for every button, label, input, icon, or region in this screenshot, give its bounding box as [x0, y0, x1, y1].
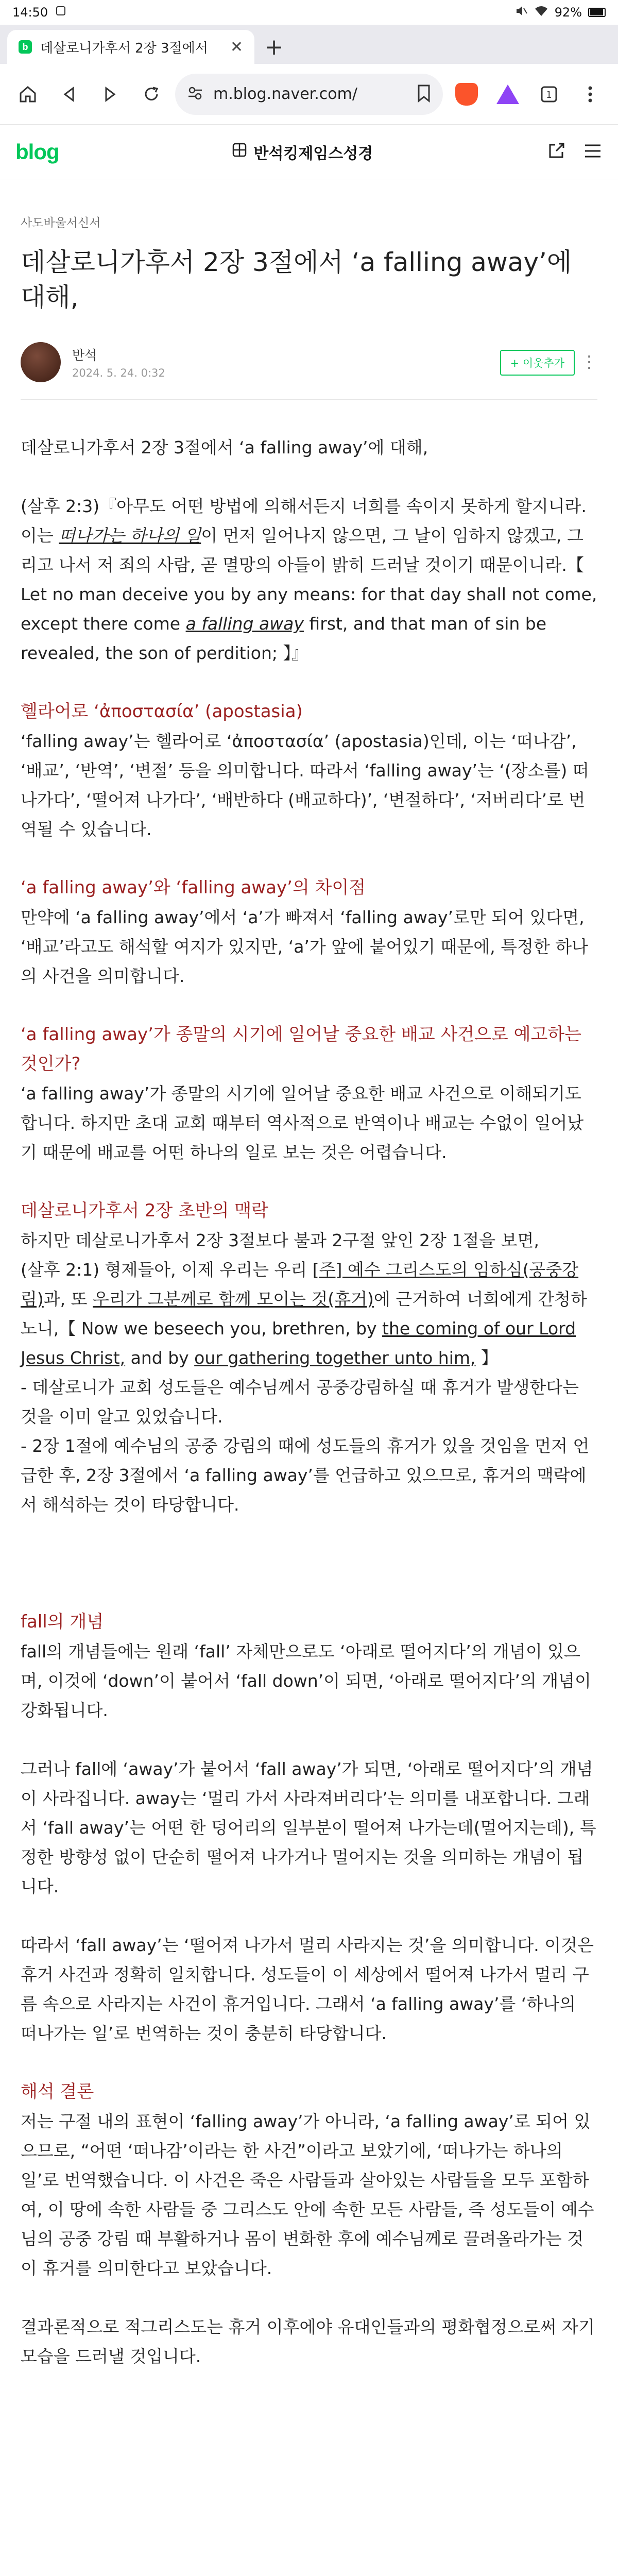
wifi-icon [534, 5, 548, 20]
blog-title[interactable] [232, 141, 373, 163]
blog-grid-icon [232, 142, 247, 162]
verse-underlined: 떠나가는 하나의 일 [59, 526, 201, 546]
back-icon [60, 85, 78, 104]
paragraph: 결과론적으로 적그리스도는 휴거 이후에야 유대인들과의 평화협정으로써 자기 모습을 드러낼 것입니다. [21, 2317, 595, 2366]
verse-text: (살후 2:3)『아무도 어떤 방법에 의해서든지 너희를 속이지 못하게 할지니라. 이는 [21, 496, 587, 546]
brave-lion-icon [455, 83, 478, 106]
battery-percent: 92% [554, 5, 582, 20]
paragraph: 그러나 fall에 ‘away’가 붙어서 ‘fall away’가 되면, ‘아래로 떨어지다’의 개념이 사라집니다. away는 ‘멀리 가서 사라져버리다’는 의미를 내포합니다. 그래서 ‘fall away’는 어떤 한 덩어리의 일부분이 떨어져 나가는데(멀어지는데), 특정한 방향성 없이 단순히 떨어져 나가거나 멀어지는 것을 의미하는 개념이 됩니다. [21, 1759, 596, 1896]
blog-header [0, 125, 618, 179]
paragraph: fall의 개념들에는 원래 ‘fall’ 자체만으로도 ‘아래로 떨어지다’의 개념이 있으며, 이것에 ‘down’이 붙어서 ‘fall down’이 되면, ‘아래로 떨어지다’의 개념이 강화됩니다. [21, 1641, 591, 1720]
bookmark-icon[interactable] [416, 84, 432, 105]
kebab-menu-icon [587, 84, 593, 105]
paragraph: ‘a falling away’가 종말의 시기에 일어날 중요한 배교 사건으로 이해되기도 합니다. 하지만 초대 교회 때부터 역사적으로 반역이나 배교는 수없이 일어났기 때문에 배교를 어떤 하나의 일로 보는 것은 어렵습니다. [21, 1083, 584, 1162]
verse-2-1 [21, 1255, 597, 1372]
url-bar[interactable] [175, 74, 443, 115]
add-neighbor-button[interactable]: + 이웃추가 [500, 350, 575, 376]
intro-paragraph: 데살로니가후서 2장 3절에서 ‘a falling away’에 대해, [21, 437, 428, 457]
reload-icon [142, 84, 161, 104]
blog-menu-icon[interactable] [583, 143, 603, 161]
verse-text: and by [125, 1348, 195, 1368]
verse-2-3 [21, 492, 597, 668]
paragraph: 따라서 ‘fall away’는 ‘떨어져 나가서 멀리 사라지는 것’을 의미합니다. 이것은 휴거 사건과 정확히 일치합니다. 성도들이 이 세상에서 떨어져 나가서 멀리 구름 속으로 사라지는 사건이 휴거입니다. 그래서 ‘a falling away’를 ‘하나의 떠나가는 일’로 번역하는 것이 충분히 타당합니다. [21, 1935, 594, 2043]
notification-icon [55, 5, 66, 20]
verse-text: 이 먼저 일어나지 않으면, 그 날이 임하지 않겠고, 그리고 나서 저 죄의 사람, 곧 멸망의 아들이 밝히 드러날 것이기 때문이니라.【 Let no man deceive you by any means: for that day shall not come, except there come [21, 526, 597, 634]
spacer [21, 1549, 597, 1578]
post-title: 데살로니가후서 2장 3절에서 ‘a falling away’에 대해, [21, 247, 572, 312]
tab-strip [0, 25, 618, 64]
paragraph: 하지만 데살로니가후서 2장 3절보다 불과 2구절 앞인 2장 1절을 보면, [21, 1230, 539, 1250]
paragraph: - 데살로니가 교회 성도들은 예수님께서 공중강림하실 때 휴거가 발생한다는 것을 이미 알고 있었습니다. [21, 1377, 579, 1427]
verse-en-underlined: the coming of our Lord Jesus Christ, [21, 1318, 576, 1368]
verse-text: first, and that man of sin be revealed, the son of perdition; 】』 [21, 614, 547, 663]
section-heading: 데살로니가후서 2장 초반의 맥락 [21, 1200, 269, 1221]
reload-button[interactable] [134, 77, 169, 112]
paragraph: 만약에 ‘a falling away’에서 ‘a’가 빠져서 ‘falling away’로만 되어 있다면, ‘배교’라고도 해석할 여지가 있지만, ‘a’가 앞에 붙어있기 때문에, 특정한 하나의 사건을 의미합니다. [21, 907, 589, 986]
mute-icon [514, 4, 528, 21]
verse-underlined: [주] 예수 그리스도의 임하심(공중강림) [21, 1260, 579, 1309]
naver-favicon-icon: b [19, 40, 32, 54]
tab-switcher-icon [539, 84, 559, 105]
verse-en-underlined: our gathering together unto him, [194, 1348, 476, 1368]
post-date: 2024. 5. 24. 0:32 [72, 367, 165, 379]
verse-en-underlined: a falling away [185, 614, 304, 634]
status-bar [0, 0, 618, 25]
home-button[interactable] [10, 77, 45, 112]
author-avatar[interactable] [21, 342, 61, 382]
site-settings-icon[interactable] [186, 84, 204, 104]
section-heading: ‘a falling away’와 ‘falling away’의 차이점 [21, 877, 366, 898]
section-heading: fall의 개념 [21, 1612, 104, 1632]
post-header [21, 179, 597, 400]
verse-text: 과, 또 [43, 1289, 93, 1309]
tab-title: 데살로니가후서 2장 3절에서 [40, 40, 208, 56]
section-heading: 해석 결론 [21, 2081, 94, 2102]
blog-name-text: 반석킹제임스성경 [253, 144, 373, 163]
verse-text: (살후 2:1) 형제들아, 이제 우리는 우리 [21, 1260, 313, 1280]
paragraph: 저는 구절 내의 표현이 ‘falling away’가 아니라, ‘a falling away’로 되어 있으므로, “어떤 ‘떠나감’이라는 한 사건”이라고 보았기에, ‘떠나가는 하나의 일’로 번역했습니다. 이 사건은 죽은 사람들과 살아있는 사람들을 모두 포함하여, 이 땅에 속한 사람들 중 그리스도 안에 속한 모든 사람들, 즉 성도들이 예수님의 공중 강림 때 부활하거나 몸이 변화한 후에 예수님께로 끌려올라가는 것이 휴거를 의미한다고 보았습니다. [21, 2111, 594, 2278]
battery-icon [588, 8, 606, 17]
home-icon [18, 84, 38, 105]
verse-text: 에 근거하여 너희에게 간청하노니,【 Now we beseech you, brethren, by [21, 1289, 587, 1338]
share-icon[interactable] [546, 141, 566, 163]
back-button[interactable] [52, 77, 87, 112]
tab-switcher-button[interactable] [531, 77, 566, 112]
tab-close-icon[interactable]: ✕ [230, 38, 243, 56]
post-more-icon[interactable]: ⋮ [581, 352, 597, 371]
forward-button[interactable] [93, 77, 128, 112]
verse-text: 】 [475, 1348, 499, 1368]
browser-tab-active[interactable] [7, 30, 254, 64]
author-row [21, 342, 597, 383]
forward-icon [101, 85, 119, 104]
author-name[interactable]: 반석 [72, 348, 97, 363]
url-text[interactable]: m.blog.naver.com/ [213, 85, 357, 103]
blog-logo[interactable]: blog [15, 139, 59, 164]
browser-toolbar [0, 64, 618, 125]
verse-underlined: 우리가 그분께로 함께 모이는 것(휴거) [93, 1289, 374, 1309]
svg-text:1: 1 [546, 89, 552, 100]
brave-shields-button[interactable] [449, 77, 484, 112]
status-time: 14:50 [12, 5, 48, 20]
browser-menu-button[interactable] [573, 77, 608, 112]
section-heading: ‘a falling away’가 종말의 시기에 일어날 중요한 배교 사건으로 예고하는 것인가? [21, 1024, 582, 1074]
new-tab-button[interactable]: + [264, 33, 284, 60]
rewards-triangle-icon [496, 84, 519, 104]
section-heading: 헬라어로 ‘ἀποστασία’ (apostasia) [21, 701, 303, 722]
paragraph: - 2장 1절에 예수님의 공중 강림의 때에 성도들의 휴거가 있을 것임을 먼저 언급한 후, 2장 3절에서 ‘a falling away’를 언급하고 있으므로, 휴거의 맥락에서 해석하는 것이 타당합니다. [21, 1436, 590, 1515]
post-body [21, 433, 597, 2371]
brave-rewards-button[interactable] [490, 77, 525, 112]
paragraph: ‘falling away’는 헬라어로 ‘ἀποστασία’ (apostasia)인데, 이는 ‘떠나감’, ‘배교’, ‘반역’, ‘변절’ 등을 의미합니다. 따라서 ‘falling away’는 ‘(장소를) 떠나가다’, ‘떨어져 나가다’, ‘배반하다 (배교하다)’, ‘변절하다’, ‘저버리다’로 번역될 수 있습니다. [21, 731, 589, 839]
header-divider [21, 399, 597, 400]
post-category[interactable]: 사도바울서신서 [21, 216, 101, 230]
